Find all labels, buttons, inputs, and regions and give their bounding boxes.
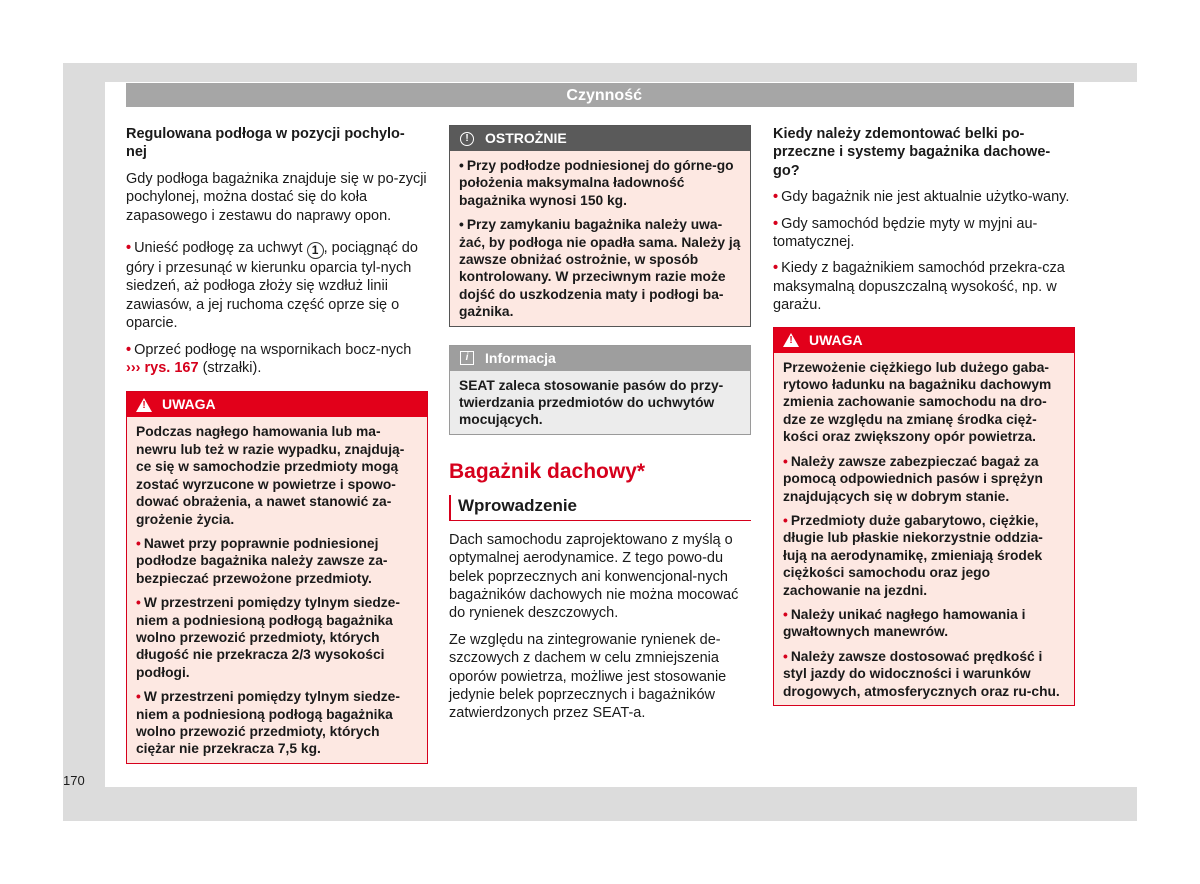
step-text: Unieść podłogę za uchwyt	[134, 240, 307, 257]
column-left	[126, 125, 428, 782]
warning-box	[773, 327, 1075, 706]
column-middle	[449, 125, 751, 731]
column-right	[773, 125, 1075, 724]
section-header: Czynność	[126, 83, 1074, 107]
caution-title: OSTROŻNIE	[485, 130, 567, 146]
section-title: Bagażnik dachowy*	[449, 459, 646, 483]
step-text: (strzałki).	[198, 360, 262, 377]
warning-item: Podczas nagłego hamowania lub ma-newru lub też w razie wypadku, znajdują-ce się w samochodzie przedmioty mogą zostać wyrzucone w powietrze i spowo-dować obrażenia, a nawet stanowić za-grożenie życia.	[136, 424, 405, 527]
warning-lead: Przewożenie ciężkiego lub dużego gaba-rytowo ładunku na bagażniku dachowym zmienia zachowanie samochodu na dro-dze ze względu na zmianę środka cięż-kości oraz zwiększony opór powietrza.	[783, 359, 1052, 445]
caution-box	[449, 125, 751, 327]
info-header	[450, 346, 750, 371]
warning-body	[127, 417, 427, 762]
page-number: 170	[63, 773, 85, 788]
subheading-tilted-floor	[126, 125, 428, 162]
paragraph: Ze względu na zintegrowanie rynienek de-szczowych z dachem w celu zmniejszenia oporów powietrza, możliwe jest stosowanie jedynie belek poprzecznych i bagażników zatwierdzonych przez SEAT-a.	[449, 631, 727, 722]
subsection-title: Wprowadzenie	[449, 495, 751, 520]
step-text: Oprzeć podłogę na wspornikach bocz-nych	[134, 341, 412, 358]
warning-item: • Należy unikać nagłego hamowania i gwałtownych manewrów.	[783, 606, 1026, 640]
step-text: , pociągnąć do góry i przesunąć w kierunku oparcia tyl-nych siedzeń, aż podłoga złoży się wzdłuż linii zawiasów, a jej ruchoma część oprze się o oparcie.	[126, 240, 418, 332]
callout-number-icon: 1	[307, 242, 324, 259]
subheading-line-1: Regulowana podłoga w pozycji pochylo-	[126, 126, 405, 142]
warning-body	[774, 353, 1074, 705]
warning-triangle-icon: !	[136, 397, 152, 413]
warning-header	[127, 392, 427, 417]
caution-header	[450, 126, 750, 151]
warning-triangle-icon: !	[783, 332, 799, 348]
caution-item: • Przy podłodze podniesionej do górne-go położenia maksymalna ładowność bagażnika wynosi 150 kg.	[459, 158, 734, 208]
warning-item: • Przedmioty duże gabarytowo, ciężkie, długie lub płaskie niekorzystnie oddzia-łują na aerodynamikę, zmieniają środek ciężkości samochodu oraz jego zachowanie na jezdni.	[783, 512, 1043, 598]
info-box	[449, 345, 751, 435]
subheading-when-remove: Kiedy należy zdemontować belki po-przeczne i systemy bagażnika dachowe-go?	[773, 126, 1051, 179]
list-item: • Gdy bagażnik nie jest aktualnie użytko-wany.	[773, 189, 1070, 206]
bullet-icon: •	[126, 240, 132, 257]
list-item: • Kiedy z bagażnikiem samochód przekra-cza maksymalną dopuszczalną wysokość, np. w garażu.	[773, 260, 1065, 314]
subheading-line-2: nej	[126, 144, 147, 161]
warning-box	[126, 391, 428, 763]
caution-item: • Przy zamykaniu bagażnika należy uwa-żać, by podłoga nie opadła sama. Należy ją zawsze obniżać ostrożnie, w sposób kontrolowany. W przeciwnym razie może dojść do uszkodzenia maty i podłogi ba-gażnika.	[459, 217, 741, 320]
paragraph: Dach samochodu zaprojektowano z myślą o optymalnej aerodynamice. Z tego powo-du belek poprzecznych ani konwencjonal-nych bagażników dachowych nie można mocować do rynienek deszczowych.	[449, 531, 739, 622]
step-rest-floor	[126, 341, 428, 378]
warning-item: • W przestrzeni pomiędzy tylnym siedze-niem a podniesioną podłogą bagażnika wolno przewozić przedmioty, których długość nie przekracza 2/3 wysokości podłogi.	[136, 595, 400, 680]
exclamation-circle-icon: !	[459, 131, 475, 147]
bullet-icon: •	[126, 341, 132, 358]
step-lift-floor	[126, 239, 428, 333]
warning-title: UWAGA	[162, 396, 216, 413]
warning-title: UWAGA	[809, 331, 863, 348]
info-body	[450, 371, 750, 434]
info-icon: i	[459, 350, 475, 366]
warning-item: • Nawet przy poprawnie podniesionej podłodze bagażnika należy zawsze za-bezpieczać przewożone przedmioty.	[136, 535, 388, 586]
list-item: • Gdy samochód będzie myty w myjni au-tomatycznej.	[773, 215, 1038, 251]
warning-item: • Należy zawsze zabezpieczać bagaż za pomocą odpowiednich pasów i sprężyn znajdujących się w dobrym stanie.	[783, 453, 1043, 504]
intro-paragraph: Gdy podłoga bagażnika znajduje się w po-zycji pochylonej, można dostać się do koła zapasowego i zestawu do naprawy opon.	[126, 170, 427, 224]
figure-reference-link[interactable]: ››› rys. 167	[126, 360, 199, 377]
warning-item: • Należy zawsze dostosować prędkość i styl jazdy do widoczności i warunków drogowych, atmosferycznych oraz ru-chu.	[783, 648, 1060, 699]
info-title: Informacja	[485, 349, 556, 366]
info-text: SEAT zaleca stosowanie pasów do przy-twierdzania przedmiotów do uchwytów mocujących.	[459, 377, 724, 428]
warning-header	[774, 328, 1074, 353]
caution-body	[450, 151, 750, 326]
warning-item: • W przestrzeni pomiędzy tylnym siedze-niem a podniesioną podłogą bagażnika wolno przewozić przedmioty, których ciężar nie przekracza 7,5 kg.	[136, 689, 400, 757]
